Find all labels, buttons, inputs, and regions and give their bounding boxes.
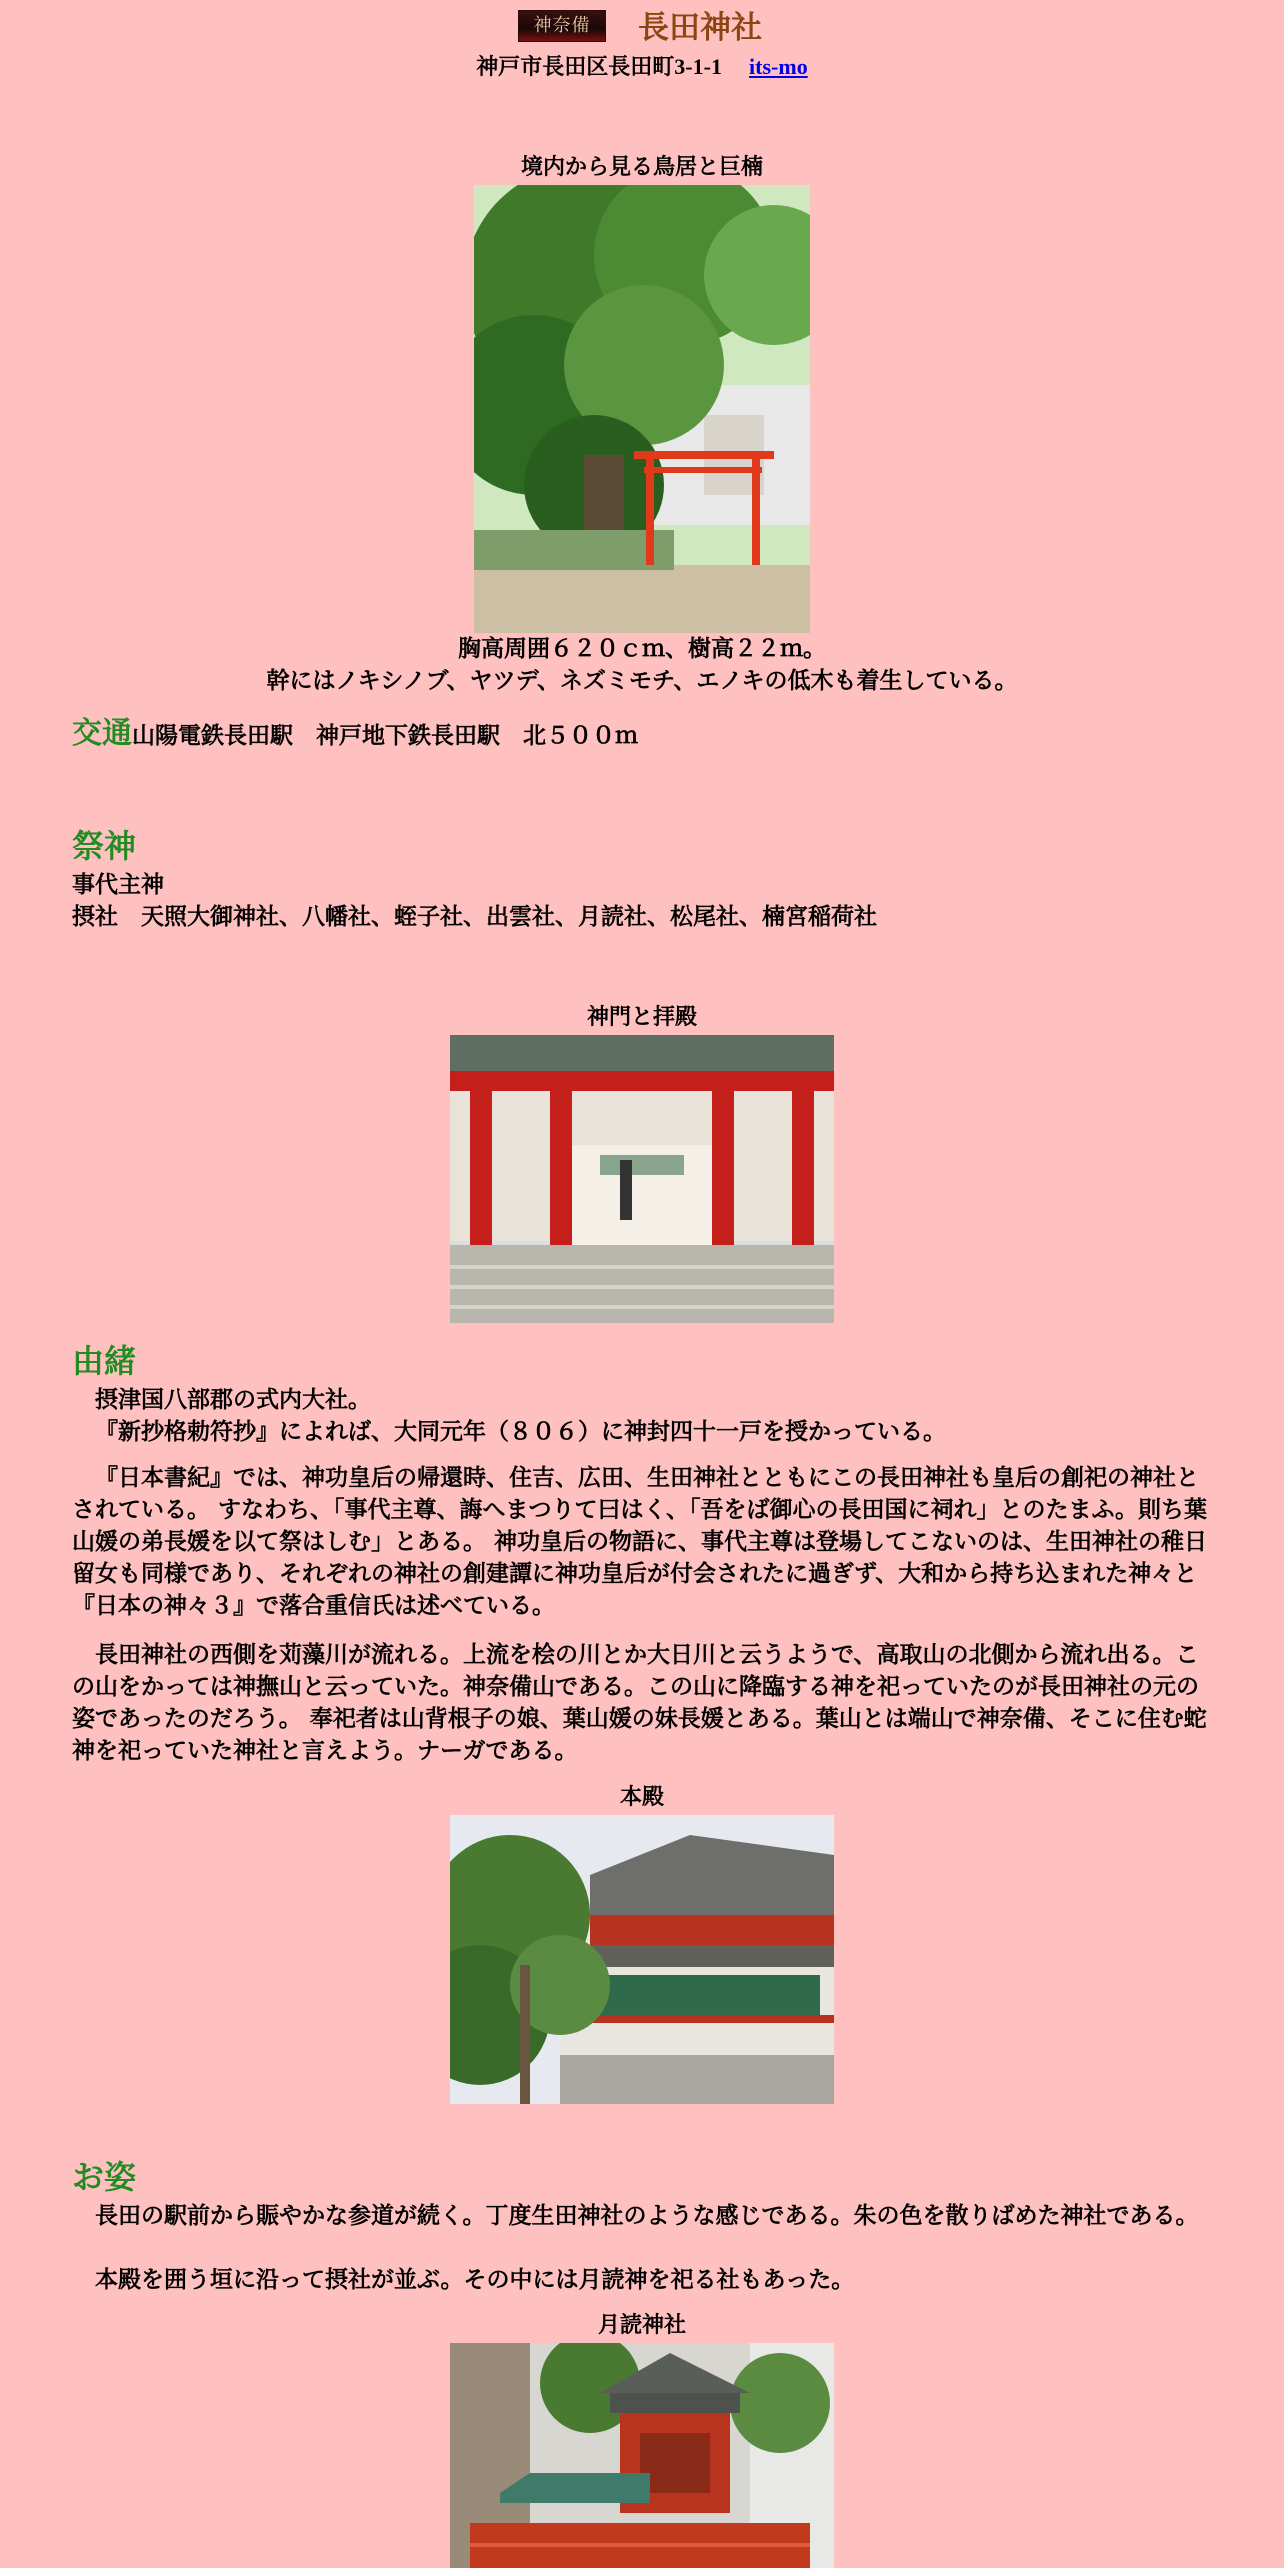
address-row	[0, 50, 1284, 84]
history-line-1: 摂津国八部郡の式内大社。	[95, 1387, 371, 1413]
history-paragraph-2: 『日本書紀』では、神功皇后の帰還時、住吉、広田、生田神社とともにこの長田神社も皇后の創祀の神社とされている。 すなわち、「事代主尊、誨へまつりて曰はく、「吾をば御心の長田国に祠れ」とのたまふ。則ち葉山媛の弟長媛を以て祭はしむ」とある。 神功皇后の物語に、事代主尊は登場してこないのは、生田神社の稚日留女も同様であり、それぞれの神社の創建譚に神功皇后が付会されたに過ぎず、大和から持ち込まれた神々と『日本の神々３』で落合重信氏は述べている。	[72, 1465, 1208, 1619]
access-row	[72, 714, 1252, 758]
map-link[interactable]: its-mo	[749, 54, 808, 79]
history-paragraph-3: 長田神社の西側を苅藻川が流れる。上流を桧の川とか大日川と云うようで、高取山の北側から流れ出る。この山をかっては神撫山と云っていた。神奈備山である。この山に降臨する神を祀っていたのが長田神社の元の姿であったのだろう。 奉祀者は山背根子の娘、葉山媛の妹長媛とある。葉山とは端山で神奈備、そこに住む蛇神を祀っていた神社と言えよう。ナーガである。	[72, 1642, 1207, 1764]
photo-torii-camphor-tree	[474, 185, 810, 633]
page-title: 長田神社	[638, 10, 762, 46]
section-heading-deities: 祭神	[72, 827, 137, 865]
photo-shrine-gate	[450, 1035, 834, 1323]
address-text: 神戸市長田区長田町3-1-1	[476, 54, 722, 79]
photo-tsukuyomi-shrine	[450, 2343, 834, 2568]
photo-title-tsukuyomi: 月読神社	[597, 2313, 686, 2338]
appearance-paragraph-2: 本殿を囲う垣に沿って摂社が並ぶ。その中には月読神を祀る社もあった。	[95, 2267, 855, 2293]
section-heading-appearance: お姿	[72, 2158, 137, 2196]
photo-title-main-hall: 本殿	[619, 1785, 664, 1810]
deity-subsidiary: 摂社 天照大御神社、八幡社、蛭子社、出雲社、月読社、松尾社、楠宮稲荷社	[72, 904, 877, 930]
deity-main: 事代主神	[72, 872, 164, 898]
history-paragraph-1	[72, 1384, 1212, 1448]
site-logo[interactable]: 神奈備	[518, 10, 606, 42]
photo-title-torii-camphor: 境内から見る鳥居と巨楠	[520, 155, 763, 180]
access-label: 交通	[72, 716, 132, 751]
history-line-2: 『新抄格勅符抄』によれば、大同元年（８０６）に神封四十一戸を授かっている。	[95, 1419, 946, 1445]
photo-main-hall	[450, 1815, 834, 2104]
photo-caption-line-2: 幹にはノキシノブ、ヤツデ、ネズミモチ、エノキの低木も着生している。	[266, 668, 1018, 694]
appearance-paragraph-1: 長田の駅前から賑やかな参道が続く。丁度生田神社のような感じである。朱の色を散りばめた神社である。	[95, 2203, 1199, 2229]
photo-title-gate: 神門と拝殿	[586, 1005, 697, 1030]
photo-caption-line-1: 胸高周囲６２０ｃｍ、樹高２２ｍ。	[458, 636, 826, 662]
page-header	[0, 8, 1284, 48]
section-heading-history: 由緒	[72, 1342, 137, 1380]
access-text: 山陽電鉄長田駅 神戸地下鉄長田駅 北５００ｍ	[132, 723, 638, 749]
